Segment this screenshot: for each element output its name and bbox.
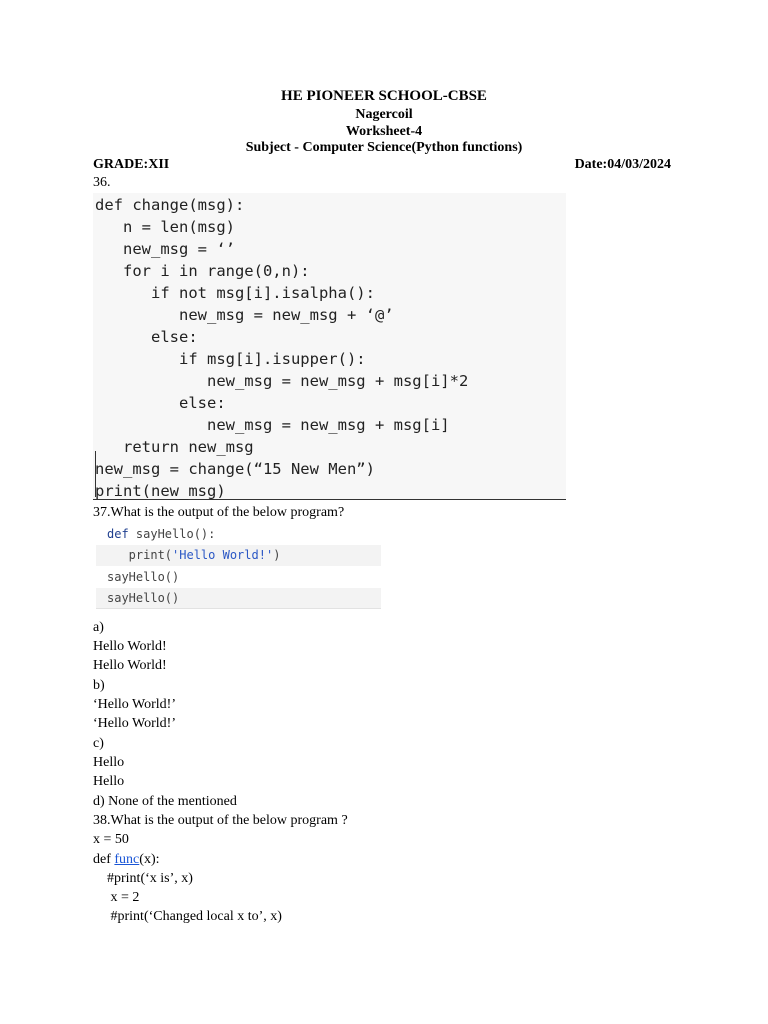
option-a-line: Hello World! [93,658,167,673]
question-36-number: 36. [93,175,111,190]
question-38-line: #print(‘Changed local x to’, x) [93,909,282,924]
option-b-line: ‘Hello World!’ [93,716,176,731]
option-b-line: ‘Hello World!’ [93,697,176,712]
option-c-line: Hello [93,755,125,770]
code-line: sayHello() [96,588,381,609]
code-line: print('Hello World!') [96,545,381,566]
option-c-line: Hello [93,774,125,789]
question-36-code-image [93,193,566,500]
option-d: d) None of the mentioned [93,794,237,809]
subject-title: Subject - Computer Science(Python functions) [245,140,523,155]
grade-date-row [93,157,671,173]
option-a-label: a) [93,620,104,635]
func-link[interactable]: func [114,852,140,867]
date-label: Date:04/03/2024 [574,157,671,172]
question-38-def-line: def func(x): [93,852,160,867]
grade-label: GRADE:XII [93,157,170,172]
school-location: Nagercoil [355,107,413,122]
code-line: sayHello() [96,567,381,588]
question-37-text: 37.What is the output of the below program? [93,505,345,520]
worksheet-title: Worksheet-4 [345,124,423,139]
option-c-label: c) [93,736,104,751]
question-37-code-block [96,524,381,610]
question-38-line: #print(‘x is’, x) [93,871,193,886]
code-line: def sayHello(): [96,524,381,545]
question-38-line: x = 50 [93,832,129,847]
question-38-text: 38.What is the output of the below program ? [93,813,348,828]
question-38-line: x = 2 [93,890,140,905]
option-a-line: Hello World! [93,639,167,654]
school-name: HE PIONEER SCHOOL-CBSE [281,88,487,104]
option-b-label: b) [93,678,105,693]
question-36-code: def change(msg): n = len(msg) new_msg = ‘’ for i in range(0,n): if not msg[i].isalpha(): new_msg = new_msg + ‘@’ else: if msg[i].isupper(): new_msg = new_msg + msg[i]*2 else: new_msg = new_msg + msg[i] return new_msg new_msg = change(“15 New Men”) print(new_msg) [95,196,469,500]
